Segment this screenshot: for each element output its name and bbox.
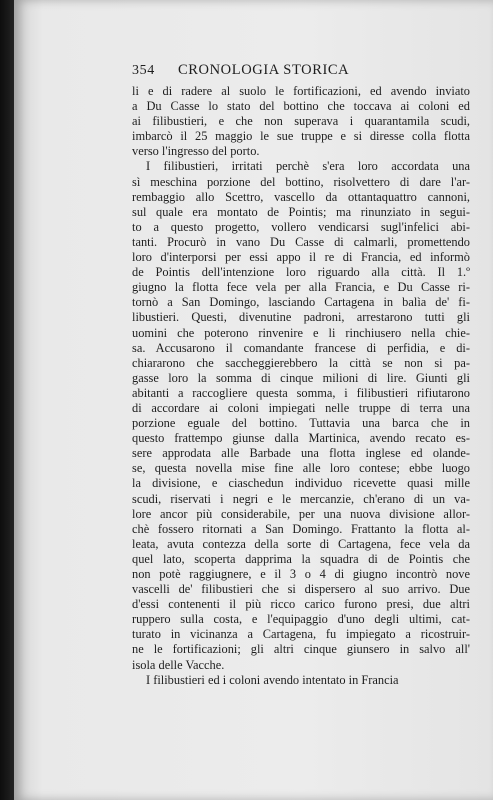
- text-line: loro d'interporsi per essi appo il re di Francia, ed informò: [132, 250, 470, 265]
- text-line: giugno la flotta fece vela per alla Francia, e Du Casse ri-: [132, 280, 470, 295]
- text-line: sere approdata alle Barbade una flotta inglese ed olande-: [132, 446, 470, 461]
- text-line: chiararono che saccheggierebbero la città se non si pa-: [132, 355, 470, 370]
- text-line: lore ancor più considerabile, per una nuova divisione allor-: [132, 506, 470, 521]
- text-line: di accordare ai coloni impiegati nelle truppe di terra una: [132, 400, 470, 415]
- text-line: de Pointis dell'intenzione loro riguardo alla città. Il 1.º: [132, 265, 470, 280]
- body-text: [132, 84, 470, 688]
- text-line: d'essi contenenti il più ricco carico furono presi, due altri: [132, 597, 470, 612]
- text-line: la divisione, e ciaschedun individuo ricevette quasi mille: [132, 476, 470, 491]
- text-line: non potè raggiugnere, e il 3 o 4 di giugno incontrò nove: [132, 567, 470, 581]
- text-line: porzione eguale del bottino. Tuttavia una barca che in: [132, 416, 470, 431]
- text-line: questo frattempo giunse dalla Martinica, avendo recato es-: [132, 431, 470, 446]
- paragraph: [132, 84, 470, 159]
- running-head: [132, 62, 470, 84]
- text-line: rembaggio allo Scettro, vascello da ottantaquattro cannoni,: [132, 189, 470, 204]
- text-line: I filibustieri, irritati perchè s'era loro accordata una: [146, 159, 470, 174]
- text-line: se, questa novella mise fine alle loro contese; ebbe luogo: [132, 461, 470, 476]
- text-line: abitanti a raccogliere questa somma, i filibustieri rifiutarono: [132, 385, 470, 400]
- text-line: tanti. Procurò in vano Du Casse di calmarli, promettendo: [132, 234, 470, 249]
- text-line: sa. Accusarono il comandante francese di perfidia, e di-: [132, 340, 470, 355]
- text-line: quel lato, scoperta dapprima la squadra di de Pointis che: [132, 551, 470, 566]
- text-line: sì meschina porzione del bottino, risolvettero di dare l'ar-: [132, 174, 470, 189]
- text-line: I filibustieri ed i coloni avendo intentato in Francia: [146, 672, 399, 687]
- text-line: imbarcò il 25 maggio le sue truppe e si diresse colla flotta: [132, 129, 470, 144]
- page-number: 354: [132, 63, 155, 78]
- text-line: gasse loro la somma di cinque milioni di lire. Giunti gli: [132, 370, 470, 385]
- text-line: scudi, riservati i negri e le mercanzie, ch'erano di un va-: [132, 491, 470, 506]
- text-line: li e di radere al suolo le fortificazioni, ed avendo inviato: [132, 84, 470, 98]
- text-line: uomini che poterono rinvenire e li rinchiusero nella chie-: [132, 325, 470, 340]
- text-line: to a questo progetto, vollero vendicarsi sugl'infelici abi-: [132, 219, 470, 234]
- text-line: ai filibustieri, e che non superava i quarantamila scudi,: [132, 114, 470, 129]
- paragraph: [132, 159, 470, 672]
- text-line: a Du Casse lo stato del bottino che toccava ai coloni ed: [132, 99, 470, 114]
- text-line: libustieri. Questi, divenutine padroni, arrestarono tutti gli: [132, 310, 470, 325]
- text-line: ne le fortificazioni; gli altri cinque giunsero in salvo all': [132, 642, 470, 657]
- text-line: verso l'ingresso del porto.: [132, 144, 260, 159]
- text-line: vascelli de' filibustieri che si dispersero al suo arrivo. Due: [132, 582, 470, 597]
- text-line: chè fossero ritornati a San Domingo. Frattanto la flotta al-: [132, 521, 470, 536]
- text-line: turato in vicinanza a Cartagena, fu impiegato a ricostruir-: [132, 627, 470, 642]
- text-line: sul quale era montato de Pointis; ma rinunziato in segui-: [132, 204, 470, 219]
- paragraph: [132, 673, 470, 688]
- book-page: [14, 0, 493, 800]
- text-block: [132, 62, 470, 688]
- text-line: ruppero sulla costa, e l'equipaggio d'uno degli ultimi, cat-: [132, 612, 470, 627]
- running-title: CRONOLOGIA STORICA: [178, 62, 350, 78]
- text-line: isola delle Vacche.: [132, 657, 225, 672]
- text-line: leata, avuta contezza della sorte di Cartagena, fece vela da: [132, 536, 470, 551]
- text-line: tornò a San Domingo, lasciando Cartagena in balìa de' fi-: [132, 295, 470, 310]
